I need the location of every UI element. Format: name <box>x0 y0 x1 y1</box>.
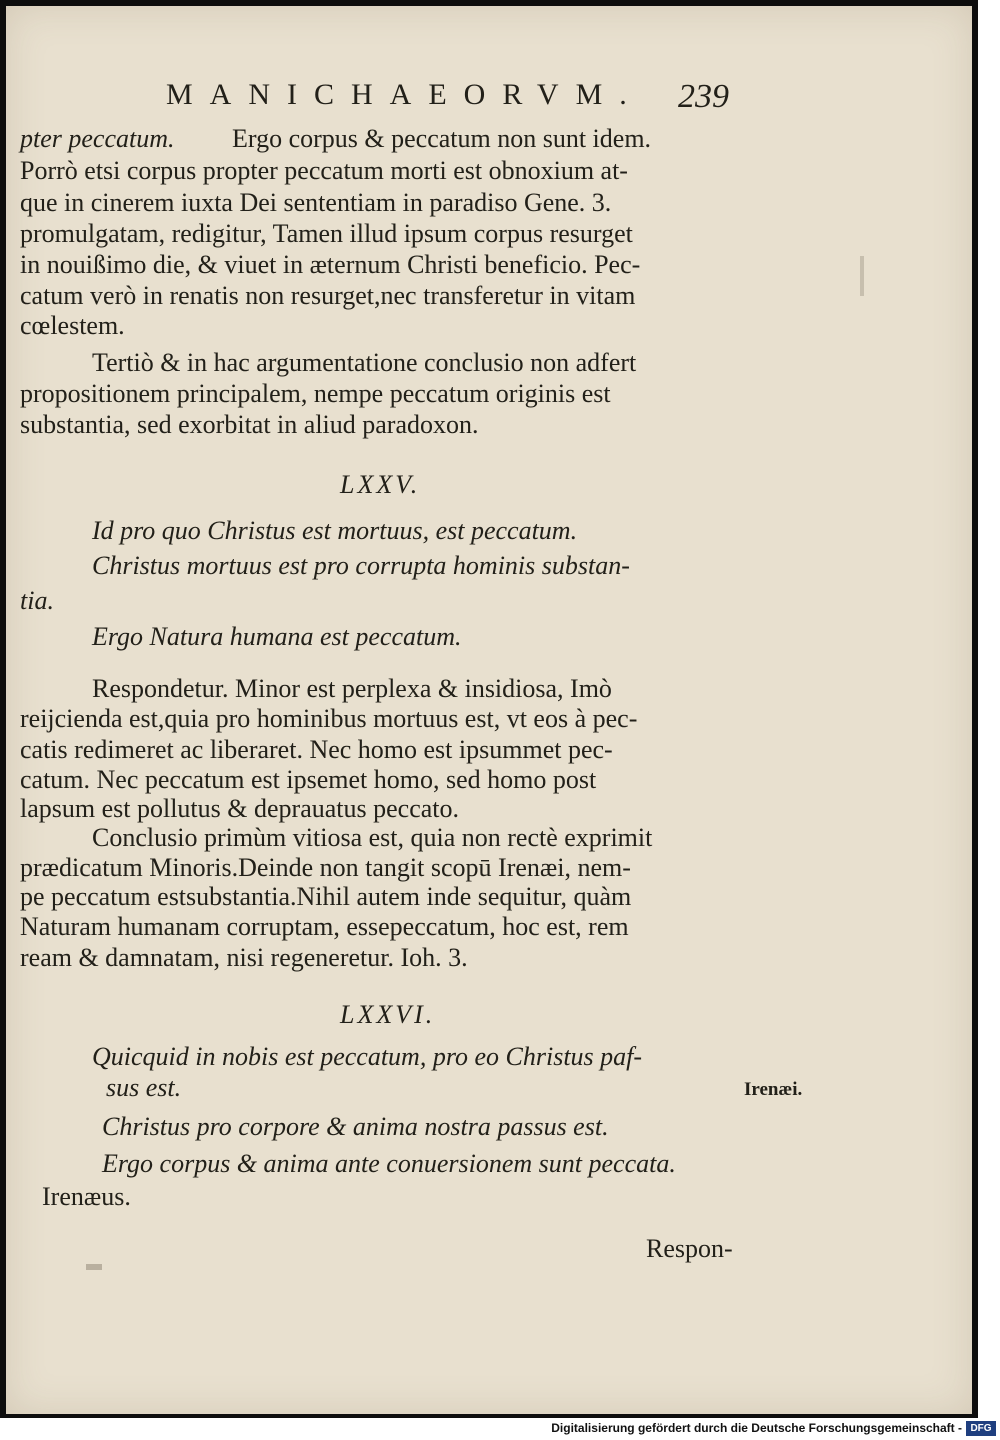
text-line: substantia, sed exorbitat in aliud paradoxon. <box>20 410 479 439</box>
text-line: prædicatum Minoris.Deinde non tangit scopū Irenæi, nem- <box>20 853 631 882</box>
text-line: pe peccatum estsubstantia.Nihil autem inde sequitur, quàm <box>20 882 632 911</box>
text-line: cœlestem. <box>20 311 125 340</box>
text-line: catis redimeret ac liberaret. Nec homo est ipsummet pec- <box>20 735 613 764</box>
syllogism-line: Christus mortuus est pro corrupta hominis substan- <box>92 551 630 580</box>
text-line: ream & damnatam, nisi regeneretur. Ioh. 3. <box>20 943 468 972</box>
footer-bar <box>0 1418 1000 1440</box>
syllogism-line: sus est. <box>106 1073 182 1102</box>
syllogism-line: tia. <box>20 586 54 615</box>
dfg-logo: DFG <box>966 1421 996 1436</box>
scan-speck <box>860 256 864 296</box>
chapter-heading: LXXV. <box>340 470 421 499</box>
text-line: propositionem principalem, nempe peccatum originis est <box>20 379 611 408</box>
text-line: promulgatam, redigitur, Tamen illud ipsum corpus resurget <box>20 219 633 248</box>
page-number: 239 <box>678 78 729 115</box>
text-line: Conclusio primùm vitiosa est, quia non rectè exprimit <box>92 823 653 852</box>
catchword: Respon- <box>646 1234 733 1263</box>
margin-note: Irenæi. <box>744 1079 803 1100</box>
attribution: Irenæus. <box>42 1182 131 1211</box>
syllogism-line: Quicquid in nobis est peccatum, pro eo Christus paf- <box>92 1042 643 1071</box>
text-line: Naturam humanam corruptam, essepeccatum, hoc est, rem <box>20 912 629 941</box>
funding-note: Digitalisierung gefördert durch die Deutsche Forschungsgemeinschaft - <box>551 1421 962 1435</box>
running-title: MANICHAEORVM. <box>166 78 644 111</box>
book-page <box>6 6 972 1414</box>
syllogism-line: Id pro quo Christus est mortuus, est peccatum. <box>92 516 578 545</box>
text-line: pter peccatum. <box>20 124 175 153</box>
text-line: que in cinerem iuxta Dei sententiam in paradiso Gene. 3. <box>20 188 612 217</box>
syllogism-line: Christus pro corpore & anima nostra passus est. <box>102 1112 609 1141</box>
syllogism-line: Ergo corpus & anima ante conuersionem sunt peccata. <box>102 1149 676 1178</box>
scan-speck <box>86 1264 102 1270</box>
text-line: catum. Nec peccatum est ipsemet homo, sed homo post <box>20 765 597 794</box>
text-line: Tertiò & in hac argumentatione conclusio non adfert <box>92 348 637 377</box>
text-line: in nouißimo die, & viuet in æternum Christi beneficio. Pec- <box>20 250 641 279</box>
text-line: catum verò in renatis non resurget,nec transferetur in vitam <box>20 281 636 310</box>
text-line: Ergo corpus & peccatum non sunt idem. <box>232 124 652 153</box>
text-line: Porrò etsi corpus propter peccatum morti est obnoxium at- <box>20 156 628 185</box>
text-line: lapsum est pollutus & deprauatus peccato. <box>20 794 460 823</box>
text-line: reijcienda est,quia pro hominibus mortuus est, vt eos à pec- <box>20 704 638 733</box>
syllogism-line: Ergo Natura humana est peccatum. <box>92 622 462 651</box>
chapter-heading: LXXVI. <box>340 1000 436 1029</box>
text-line: Respondetur. Minor est perplexa & insidiosa, Imò <box>92 674 612 703</box>
